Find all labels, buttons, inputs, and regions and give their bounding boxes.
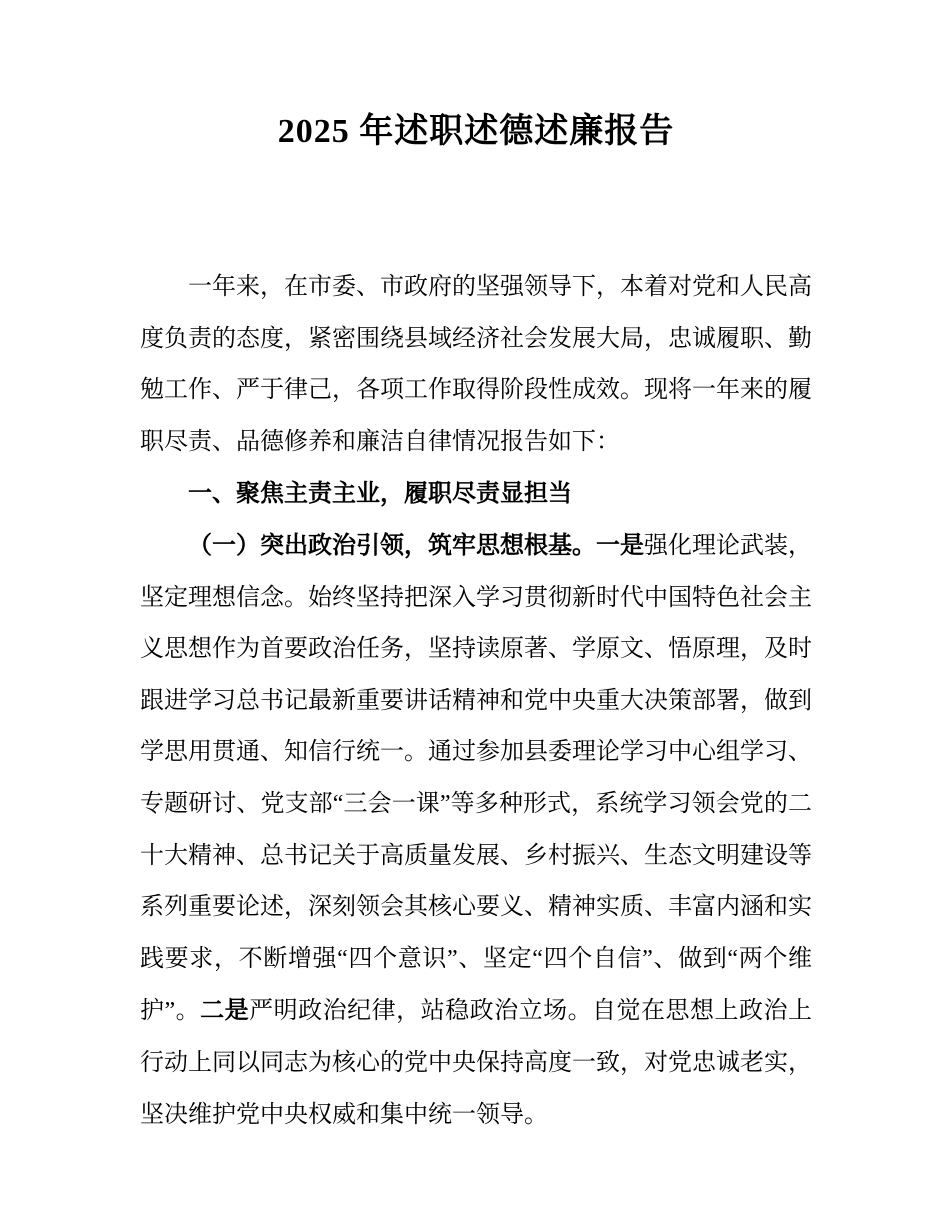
subsection-label: （一）突出政治引领，筑牢思想根基。: [188, 531, 596, 559]
body-paragraph: [140, 520, 812, 1141]
text-run: 严明政治纪律，站稳政治立场。自觉在思想上政治上行动上同以同志为核心的党中央保持高度一致，对党忠诚老实，坚决维护党中央权威和集中统一领导。: [140, 998, 813, 1128]
text-run: 强化理论武装，坚定理想信念。始终坚持把深入学习贯彻新时代中国特色社会主义思想作为首要政治任务，坚持读原著、学原文、悟原理，及时跟进学习总书记最新重要讲话精神和党中央重大决策部署，做到学思用贯通、知信行统一。通过参加县委理论学习中心组学习、专题研讨、党支部“三会一课”等多种形式，系统学习领会党的二十大精神、总书记关于高质量发展、乡村振兴、生态文明建设等系列重要论述，深刻领会其核心要义、精神实质、丰富内涵和实践要求，不断增强“四个意识”、坚定“四个自信”、做到“两个维护”。: [140, 532, 812, 1025]
section-heading: 一、聚焦主责主业，履职尽责显担当: [188, 480, 572, 508]
intro-paragraph: 一年来，在市委、市政府的坚强领导下，本着对党和人民高度负责的态度，紧密围绕县域经济社会发展大局，忠诚履职、勤勉工作、严于律己，各项工作取得阶段性成效。现将一年来的履职尽责、品德修养和廉洁自律情况报告如下：: [140, 274, 812, 455]
document-content: [0, 104, 950, 1141]
document-title: 2025 年述职述德述廉报告: [277, 113, 675, 150]
enumerator-first: 一是: [596, 531, 644, 559]
enumerator-second: 二是: [200, 997, 250, 1025]
